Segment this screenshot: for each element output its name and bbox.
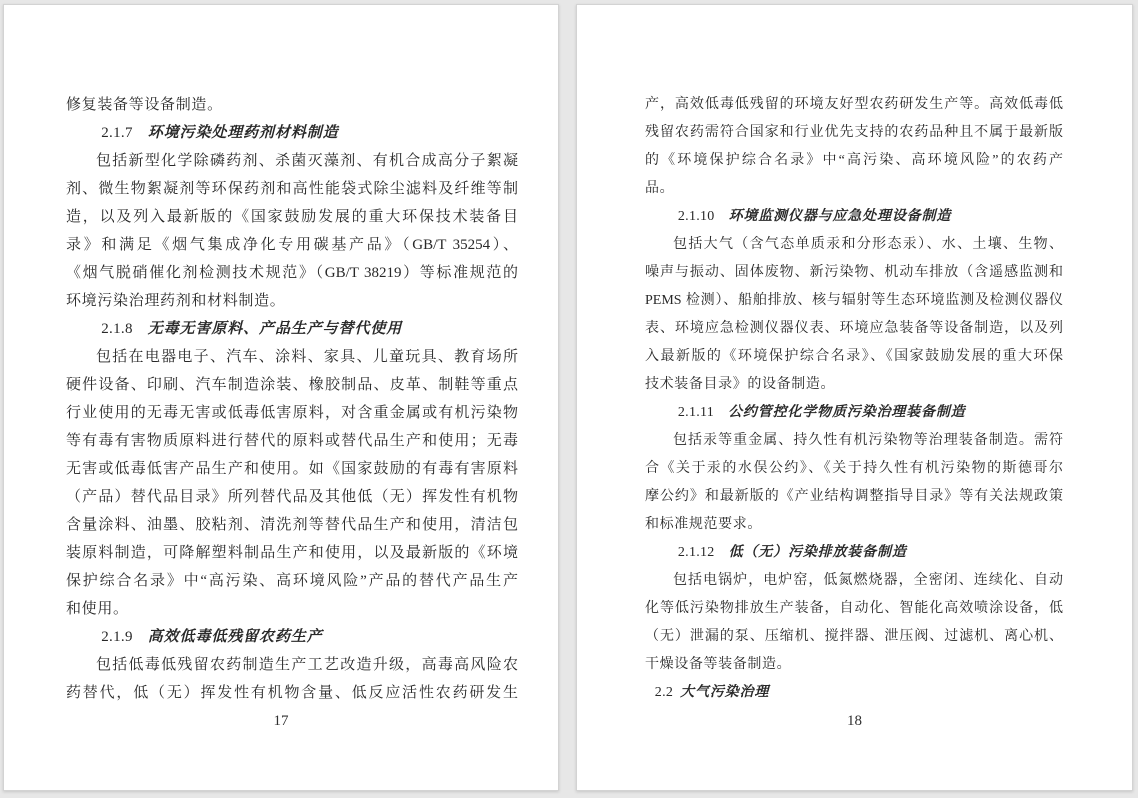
text-line: 硬件设备、印刷、汽车制造涂装、橡胶制品、皮革、制鞋等重点 [66,377,518,393]
heading-number: 2.1.10 [677,209,715,224]
text-line: 噪声与振动、固体废物、新污染物、机动车排放（含遥感监测和 [645,265,1063,280]
page-number: 17 [273,713,289,729]
text-line: （产品）替代品目录》所列替代品及其他低（无）挥发性有机物 [66,489,518,505]
heading-title: 公约管控化学物质污染治理装备制造 [728,405,966,420]
text-line: 含量涂料、油墨、胶粘剂、清洗剂等替代品生产和使用，清洁包 [66,517,518,533]
text-line: 剂、微生物絮凝剂等环保药剂和高性能袋式除尘滤料及纤维等制 [66,181,518,197]
heading-number: 2.1.7 [101,125,133,141]
section-heading [645,399,1063,427]
text-line: 造，以及列入最新版的《国家鼓励发展的重大环保技术装备目 [66,209,518,225]
text-line: 无害或低毒低害产品生产和使用。如《国家鼓励的有毒有害原料 [66,461,518,477]
heading-title: 环境监测仪器与应急处理设备制造 [728,209,952,224]
text-line: PEMS 检测）、船舶排放、核与辐射等生态环境监测及检测仪器仪 [645,293,1063,308]
section-heading [645,679,1063,707]
text-line: 等有毒有害物质原料进行替代的原料或替代品生产和使用；无毒 [66,433,518,449]
text-line: 包括在电器电子、汽车、涂料、家具、儿童玩具、教育场所 [96,349,518,365]
heading-title: 低（无）污染排放装备制造 [728,545,907,560]
heading-number: 2.2 [654,685,674,700]
page-number: 18 [847,713,862,729]
text-line: 的《环境保护综合名录》中“高污染、高环境风险”的农药产 [645,153,1063,168]
text-line: 和标准规范要求。 [645,517,763,532]
heading-number: 2.1.9 [101,629,133,645]
section-heading [645,539,1063,567]
text-line: 包括大气（含气态单质汞和分形态汞）、水、土壤、生物、 [673,237,1063,252]
text-line: 化等低污染物排放生产装备，自动化、智能化高效喷涂设备，低 [645,601,1063,616]
heading-title: 无毒无害原料、产品生产与替代使用 [147,321,403,337]
text-line: 品。 [645,181,675,196]
text-line: 修复装备等设备制造。 [66,97,223,113]
text-line: 摩公约》和最新版的《产业结构调整指导目录》等有关法规政策 [645,489,1063,504]
text-line: 表、环境应急检测仪器仪表、环境应急装备等设备制造，以及列 [645,321,1063,336]
text-line: 残留农药需符合国家和行业优先支持的农药品种且不属于最新版 [645,125,1063,140]
text-line: 技术装备目录》的设备制造。 [645,377,836,392]
text-line: 装原料制造，可降解塑料制品生产和使用，以及最新版的《环境 [66,545,518,561]
text-line: 包括新型化学除磷药剂、杀菌灭藻剂、有机合成高分子絮凝 [96,153,518,169]
text-line: 环境污染治理药剂和材料制造。 [66,293,286,309]
section-heading [66,119,518,147]
heading-number: 2.1.8 [101,321,133,337]
page-17 [3,4,559,791]
heading-number: 2.1.11 [677,405,715,420]
page-18-text [645,91,1063,707]
heading-title: 大气污染治理 [680,685,770,700]
page-17-text [66,91,518,707]
section-heading [645,203,1063,231]
text-line: 入最新版的《环境保护综合名录》、《国家鼓励发展的重大环保 [645,349,1063,364]
text-line: 干燥设备等装备制造。 [645,657,792,672]
text-line: 和使用。 [66,601,129,617]
heading-title: 高效低毒低残留农药生产 [147,629,323,645]
text-line: 药替代，低（无）挥发性有机物含量、低反应活性农药研发生 [66,685,518,701]
section-heading [66,315,518,343]
text-line: 产，高效低毒低残留的环境友好型农药研发生产等。高效低毒低 [645,97,1063,112]
page-18 [576,4,1133,791]
text-line: 包括电锅炉，电炉窑，低氮燃烧器，全密闭、连续化、自动 [673,573,1063,588]
text-line: 包括低毒低残留农药制造生产工艺改造升级，高毒高风险农 [96,657,518,673]
text-line: 录》和满足《烟气集成净化专用碳基产品》（GB/T 35254）、 [66,237,518,253]
heading-number: 2.1.12 [677,545,715,560]
text-line: 包括汞等重金属、持久性有机污染物等治理装备制造。需符 [673,433,1063,448]
text-line: 行业使用的无毒无害或低毒低害原料，对含重金属或有机污染物 [66,405,518,421]
section-heading [66,623,518,651]
text-line: 保护综合名录》中“高污染、高环境风险”产品的替代产品生产 [66,573,518,589]
text-line: 合《关于汞的水俣公约》、《关于持久性有机污染物的斯德哥尔 [645,461,1063,476]
text-line: 《烟气脱硝催化剂检测技术规范》（GB/T 38219）等标准规范的 [66,265,518,281]
heading-title: 环境污染处理药剂材料制造 [147,125,339,141]
text-line: （无）泄漏的泵、压缩机、搅拌器、泄压阀、过滤机、离心机、 [645,629,1063,644]
